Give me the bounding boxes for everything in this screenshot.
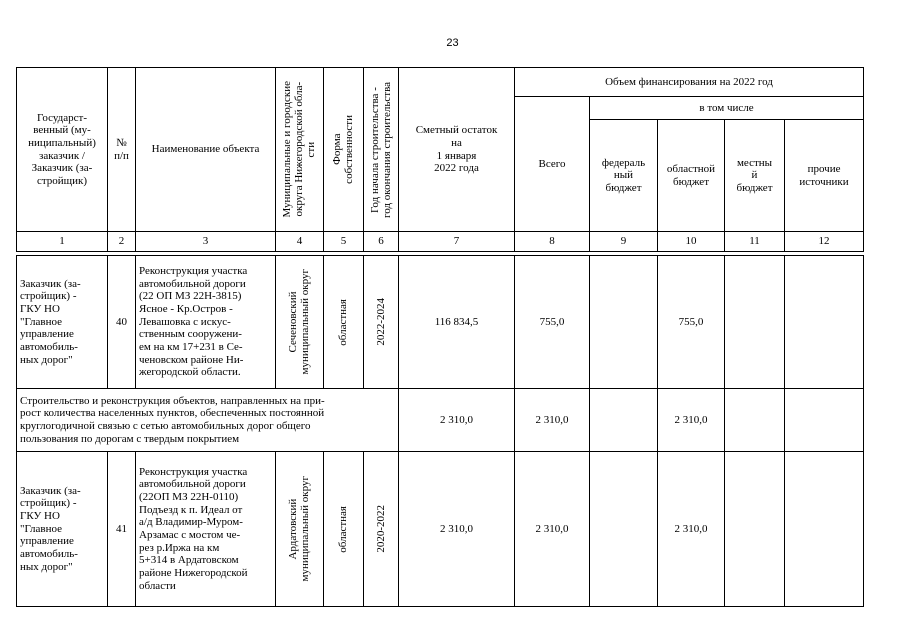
row-balance: 116 834,5 xyxy=(399,256,515,389)
row-total: 755,0 xyxy=(515,256,590,389)
row-years-text: 2022-2024 xyxy=(374,298,387,346)
table-row xyxy=(17,452,864,607)
row-ownership-text: областная xyxy=(337,298,350,346)
row-ownership xyxy=(324,256,364,389)
header-district xyxy=(276,68,324,232)
column-number: 12 xyxy=(785,232,864,252)
header-number: № п/п xyxy=(108,68,136,232)
row-other xyxy=(785,256,864,389)
row-federal xyxy=(590,452,658,607)
section-other xyxy=(785,389,864,452)
header-object-name: Наименование объекта xyxy=(136,68,276,232)
header-ownership xyxy=(324,68,364,232)
row-regional: 755,0 xyxy=(658,256,725,389)
page-number: 23 xyxy=(446,37,459,49)
header-funding-group: Объем финансирования на 2022 год xyxy=(515,68,864,97)
header-customer: Государст- венный (му- ниципальный) заказчик / Заказчик (за- стройщик) xyxy=(17,68,108,232)
header-ownership-text: Форма собственности xyxy=(331,115,356,184)
header-years xyxy=(364,68,399,232)
column-number: 11 xyxy=(725,232,785,252)
header-years-text: Год начала строительства - год окончания строительства xyxy=(368,81,393,218)
column-number: 4 xyxy=(276,232,324,252)
header-district-text: Муниципальные и городские округа Нижегородской обла- сти xyxy=(281,81,318,218)
row-district xyxy=(276,256,324,389)
row-object-name: Реконструкция участка автомобильной дороги (22ОП МЗ 22Н-0110) Подъезд к п. Идеал от а/д Владимир-Муром- Арзамас с мостом че- рез р.Иржа на км 5+314 в Ардатовском районе Нижегородской области xyxy=(136,452,276,607)
row-ownership xyxy=(324,452,364,607)
row-total: 2 310,0 xyxy=(515,452,590,607)
header-balance: Сметный остаток на 1 января 2022 года xyxy=(399,68,515,232)
table-row xyxy=(17,256,864,389)
header-other: прочие источники xyxy=(785,120,864,232)
row-years xyxy=(364,256,399,389)
row-ownership-text: областная xyxy=(337,505,350,553)
row-district-text: Ардатовский муниципальный округ xyxy=(287,476,312,582)
row-other xyxy=(785,452,864,607)
column-number: 10 xyxy=(658,232,725,252)
row-years-text: 2020-2022 xyxy=(374,505,387,553)
row-years xyxy=(364,452,399,607)
row-object-name: Реконструкция участка автомобильной дороги (22 ОП МЗ 22Н-3815) Ясное - Кр.Остров - Левашовка с искус- ственным сооружени- ем на км 17+231 в Се- ченовском районе Ни- жегородской области. xyxy=(136,256,276,389)
row-local xyxy=(725,452,785,607)
column-number: 7 xyxy=(399,232,515,252)
header-total: Всего xyxy=(515,97,590,232)
row-balance: 2 310,0 xyxy=(399,452,515,607)
financing-table xyxy=(16,67,864,607)
column-number: 6 xyxy=(364,232,399,252)
row-local xyxy=(725,256,785,389)
column-number: 1 xyxy=(17,232,108,252)
section-row xyxy=(17,389,864,452)
column-number: 5 xyxy=(324,232,364,252)
section-federal xyxy=(590,389,658,452)
row-federal xyxy=(590,256,658,389)
header-local: местны й бюджет xyxy=(725,120,785,232)
section-title: Строительство и реконструкция объектов, направленных на при- рост количества населенных пунктов, обеспеченных постоянной круглогодичной связью с сетью автомобильных дорог общего пользования по дорогам с твердым покрытием xyxy=(17,389,399,452)
header-incl: в том числе xyxy=(590,97,864,120)
row-number: 40 xyxy=(108,256,136,389)
column-number: 9 xyxy=(590,232,658,252)
row-customer: Заказчик (за- стройщик) - ГКУ НО "Главное управление автомобиль- ных дорог" xyxy=(17,452,108,607)
column-number: 3 xyxy=(136,232,276,252)
header-regional: областной бюджет xyxy=(658,120,725,232)
section-total: 2 310,0 xyxy=(515,389,590,452)
row-regional: 2 310,0 xyxy=(658,452,725,607)
header-federal: федераль ный бюджет xyxy=(590,120,658,232)
column-number: 8 xyxy=(515,232,590,252)
row-number: 41 xyxy=(108,452,136,607)
row-district-text: Сеченовский муниципальный округ xyxy=(287,269,312,375)
column-number: 2 xyxy=(108,232,136,252)
column-numbers-row xyxy=(17,232,864,252)
row-customer: Заказчик (за- стройщик) - ГКУ НО "Главное управление автомобиль- ных дорог" xyxy=(17,256,108,389)
section-balance: 2 310,0 xyxy=(399,389,515,452)
row-district xyxy=(276,452,324,607)
section-local xyxy=(725,389,785,452)
section-regional: 2 310,0 xyxy=(658,389,725,452)
